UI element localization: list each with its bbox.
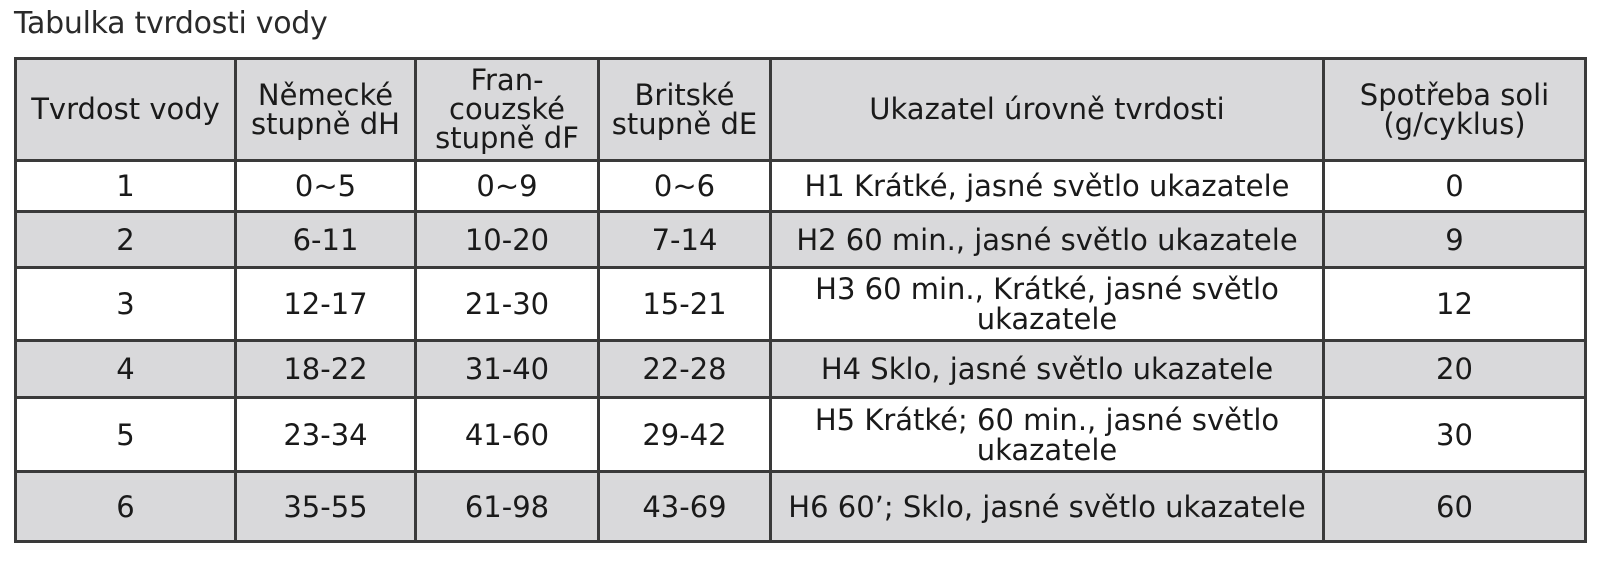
header-german-degrees: Německé stupně dH bbox=[236, 59, 416, 161]
header-indicator: Ukazatel úrovně tvrdosti bbox=[771, 59, 1324, 161]
table-row bbox=[16, 398, 1586, 472]
cell-dh: 18-22 bbox=[236, 341, 416, 398]
cell-dh: 35-55 bbox=[236, 472, 416, 542]
cell-de: 15-21 bbox=[599, 268, 771, 341]
cell-df: 61-98 bbox=[416, 472, 599, 542]
cell-level: 4 bbox=[16, 341, 236, 398]
cell-salt: 0 bbox=[1324, 161, 1586, 212]
cell-level: 2 bbox=[16, 212, 236, 268]
cell-salt: 30 bbox=[1324, 398, 1586, 472]
header-hardness: Tvrdost vody bbox=[16, 59, 236, 161]
cell-dh: 12-17 bbox=[236, 268, 416, 341]
table-caption: Tabulka tvrdosti vody bbox=[14, 6, 328, 41]
cell-indicator: H5 Krátké; 60 min., jasné světlo ukazatele bbox=[771, 398, 1324, 472]
water-hardness-table bbox=[14, 57, 1587, 543]
cell-level: 3 bbox=[16, 268, 236, 341]
table-row bbox=[16, 268, 1586, 341]
cell-df: 21-30 bbox=[416, 268, 599, 341]
cell-df: 0~9 bbox=[416, 161, 599, 212]
cell-indicator: H2 60 min., jasné světlo ukazatele bbox=[771, 212, 1324, 268]
header-salt-consumption: Spotřeba soli (g/cyklus) bbox=[1324, 59, 1586, 161]
cell-level: 5 bbox=[16, 398, 236, 472]
header-french-degrees: Fran-couzské stupně dF bbox=[416, 59, 599, 161]
cell-de: 0~6 bbox=[599, 161, 771, 212]
cell-indicator: H4 Sklo, jasné světlo ukazatele bbox=[771, 341, 1324, 398]
cell-indicator: H6 60’; Sklo, jasné světlo ukazatele bbox=[771, 472, 1324, 542]
cell-salt: 60 bbox=[1324, 472, 1586, 542]
cell-salt: 9 bbox=[1324, 212, 1586, 268]
cell-dh: 6-11 bbox=[236, 212, 416, 268]
cell-de: 43-69 bbox=[599, 472, 771, 542]
header-row bbox=[16, 59, 1586, 161]
cell-de: 29-42 bbox=[599, 398, 771, 472]
cell-level: 6 bbox=[16, 472, 236, 542]
cell-df: 41-60 bbox=[416, 398, 599, 472]
header-british-degrees: Britské stupně dE bbox=[599, 59, 771, 161]
table-row bbox=[16, 161, 1586, 212]
cell-level: 1 bbox=[16, 161, 236, 212]
cell-df: 10-20 bbox=[416, 212, 599, 268]
cell-indicator: H3 60 min., Krátké, jasné světlo ukazatele bbox=[771, 268, 1324, 341]
cell-indicator: H1 Krátké, jasné světlo ukazatele bbox=[771, 161, 1324, 212]
table-row bbox=[16, 472, 1586, 542]
cell-salt: 12 bbox=[1324, 268, 1586, 341]
cell-de: 22-28 bbox=[599, 341, 771, 398]
cell-salt: 20 bbox=[1324, 341, 1586, 398]
cell-df: 31-40 bbox=[416, 341, 599, 398]
table-row bbox=[16, 212, 1586, 268]
cell-dh: 23-34 bbox=[236, 398, 416, 472]
cell-dh: 0~5 bbox=[236, 161, 416, 212]
table-row bbox=[16, 341, 1586, 398]
cell-de: 7-14 bbox=[599, 212, 771, 268]
